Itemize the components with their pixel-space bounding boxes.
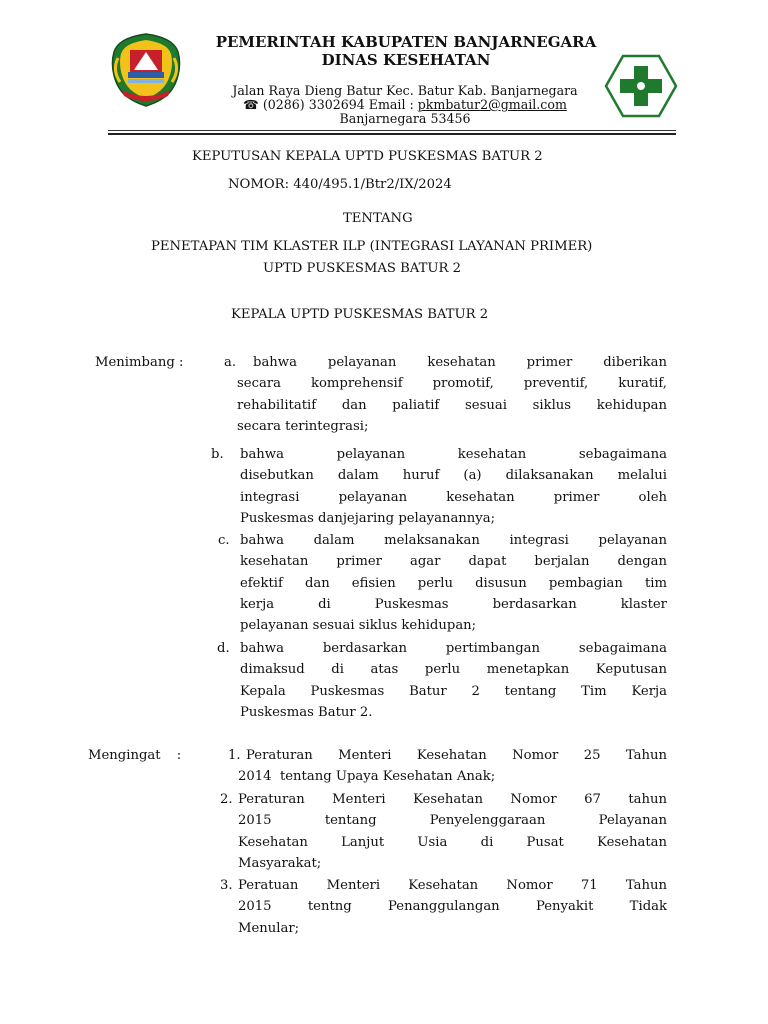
mengingat-item-1-line: 2014 tentang Upaya Kesehatan Anak; bbox=[238, 769, 496, 785]
mengingat-item-3-line: 2015 tentng Penanggulangan Penyakit Tidak bbox=[238, 899, 667, 915]
header-address: Jalan Raya Dieng Batur Kec. Batur Kab. Banjarnegara bbox=[232, 83, 578, 98]
mengingat-marker-3: 3. bbox=[220, 878, 233, 893]
menimbang-item-d-line: Puskesmas Batur 2. bbox=[240, 704, 373, 720]
menimbang-item-c-line: efektif dan efisien perlu disusun pembagian tim bbox=[240, 575, 667, 591]
phone-icon: ☎ bbox=[243, 97, 259, 112]
mengingat-label: Mengingat : bbox=[88, 748, 182, 763]
header-title-government: PEMERINTAH KABUPATEN BANJARNEGARA bbox=[215, 33, 597, 51]
menimbang-label: Menimbang : bbox=[95, 355, 184, 370]
menimbang-item-c-line: bahwa dalam melaksanakan integrasi pelayanan bbox=[240, 533, 667, 548]
header-title-agency: DINAS KESEHATAN bbox=[321, 51, 491, 69]
menimbang-item-b-line: integrasi pelayanan kesehatan primer oleh bbox=[240, 489, 667, 505]
mengingat-item-2-line: Peraturan Menteri Kesehatan Nomor 67 tahun bbox=[238, 792, 667, 807]
menimbang-item-b bbox=[240, 444, 667, 529]
mengingat-item-3-line: Peratuan Menteri Kesehatan Nomor 71 Tahun bbox=[238, 878, 667, 893]
menimbang-item-a-line: secara komprehensif promotif, preventif, kuratif, bbox=[237, 376, 667, 392]
menimbang-marker-a: a. bbox=[224, 355, 237, 370]
menimbang-item-d bbox=[240, 638, 667, 723]
menimbang-item-a-line: secara terintegrasi; bbox=[237, 418, 369, 434]
menimbang-item-c-line: pelayanan sesuai siklus kehidupan; bbox=[240, 618, 477, 634]
menimbang-marker-b: b. bbox=[211, 447, 224, 462]
menimbang-item-a-line: rehabilitatif dan paliatif sesuai siklus kehidupan bbox=[237, 397, 667, 413]
mengingat-item-2-line: Kesehatan Lanjut Usia di Pusat Kesehatan bbox=[238, 834, 667, 850]
mengingat-marker-1: 1. bbox=[228, 748, 241, 763]
menimbang-item-d-line: dimaksud di atas perlu menetapkan Keputusan bbox=[240, 662, 667, 678]
menimbang-item-a-line: bahwa pelayanan kesehatan primer diberikan bbox=[253, 355, 667, 370]
decree-subject-line2: UPTD PUSKESMAS BATUR 2 bbox=[263, 261, 462, 276]
menimbang-marker-c: c. bbox=[218, 533, 230, 548]
menimbang-marker-d: d. bbox=[217, 641, 230, 656]
menimbang-item-d-line: Kepala Puskesmas Batur 2 tentang Tim Kerja bbox=[240, 683, 667, 699]
menimbang-item-d-line: bahwa berdasarkan pertimbangan sebagaimana bbox=[240, 641, 667, 656]
menimbang-item-a bbox=[237, 352, 667, 437]
menimbang-item-c-line: kerja di Puskesmas berdasarkan klaster bbox=[240, 596, 667, 612]
header-email-link[interactable]: pkmbatur2@gmail.com bbox=[417, 97, 567, 112]
header-divider bbox=[108, 130, 676, 131]
decree-about: TENTANG bbox=[343, 211, 413, 226]
header-phone: (0286) 3302694 Email : bbox=[262, 97, 418, 112]
menimbang-item-c-line: kesehatan primer agar dapat berjalan dengan bbox=[240, 554, 667, 570]
header-city: Banjarnegara 53456 bbox=[339, 111, 471, 126]
decree-subject-line1: PENETAPAN TIM KLASTER ILP (INTEGRASI LAYANAN PRIMER) bbox=[151, 239, 593, 254]
header-divider-thick bbox=[108, 133, 676, 135]
mengingat-item-2-line: Masyarakat; bbox=[238, 855, 322, 871]
mengingat-item-3-line: Menular; bbox=[238, 920, 300, 936]
mengingat-item-2-line: 2015 tentang Penyelenggaraan Pelayanan bbox=[238, 813, 667, 829]
mengingat-marker-2: 2. bbox=[220, 792, 233, 807]
mengingat-item-2 bbox=[238, 789, 667, 874]
header-contact bbox=[170, 98, 640, 112]
menimbang-item-b-line: bahwa pelayanan kesehatan sebagaimana bbox=[240, 447, 667, 462]
decree-title: KEPUTUSAN KEPALA UPTD PUSKESMAS BATUR 2 bbox=[192, 149, 543, 164]
decree-number: NOMOR: 440/495.1/Btr2/IX/2024 bbox=[228, 177, 452, 192]
menimbang-item-c bbox=[240, 530, 667, 636]
menimbang-item-b-line: disebutkan dalam huruf (a) dilaksanakan melalui bbox=[240, 468, 667, 484]
menimbang-item-b-line: Puskesmas danjejaring pelayanannya; bbox=[240, 510, 496, 526]
mengingat-item-3 bbox=[238, 875, 667, 939]
decree-authority: KEPALA UPTD PUSKESMAS BATUR 2 bbox=[231, 307, 489, 322]
mengingat-item-1-line: Peraturan Menteri Kesehatan Nomor 25 Tahun bbox=[246, 748, 667, 763]
mengingat-item-1 bbox=[238, 745, 667, 788]
